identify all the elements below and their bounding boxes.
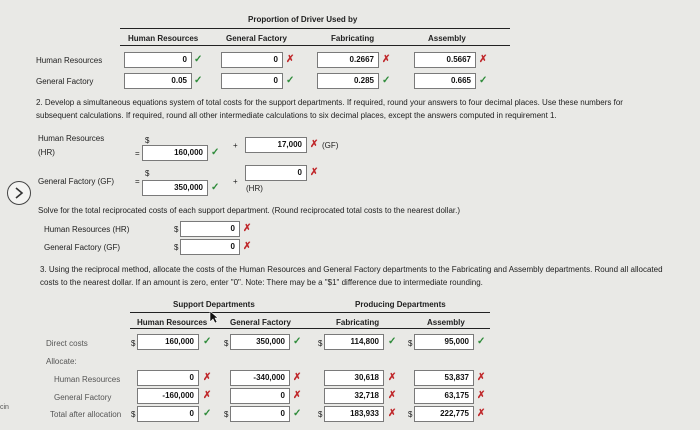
- proportion-title: Proportion of Driver Used by: [248, 15, 358, 24]
- cross-icon: ✗: [477, 408, 486, 419]
- cross-icon: ✗: [243, 241, 252, 252]
- allocate-label: Allocate:: [46, 357, 77, 366]
- question2-text-2: subsequent calculations. If required, round all other intermediate calculations to six decimal places, except the answers computed in requirement 1.: [36, 111, 557, 120]
- alloc-hr-row-label: Human Resources: [54, 375, 121, 384]
- alloc-gf-asm-input[interactable]: 63,175: [414, 388, 474, 404]
- prop-gf-asm-input[interactable]: 0.665: [414, 73, 476, 89]
- gf-eq-hr-coef-input[interactable]: 0: [245, 165, 307, 181]
- col-header-hr: Human Resources: [128, 34, 199, 43]
- prop-hr-fab-input[interactable]: 0.2667: [317, 52, 379, 68]
- direct-asm-input[interactable]: 95,000: [414, 334, 474, 350]
- col-header-gf: General Factory: [226, 34, 287, 43]
- reciprocal-hr-label: Human Resources (HR): [44, 225, 130, 234]
- dollar-sign: $: [318, 339, 323, 348]
- check-icon: ✓: [479, 75, 488, 86]
- previous-part-button[interactable]: [7, 181, 31, 205]
- dollar-sign: $: [174, 225, 179, 234]
- alloc-col-hr: Human Resources: [137, 318, 208, 327]
- hr-eq-gf-suffix: (GF): [322, 141, 339, 150]
- question2-text-1: 2. Develop a simultaneous equations system of total costs for the support departments. If required, round your answers to four decimal places. Use these numbers for: [36, 98, 623, 107]
- alloc-col-fab: Fabricating: [336, 318, 380, 327]
- check-icon: ✓: [194, 54, 203, 65]
- plus-sign: +: [233, 141, 238, 150]
- check-icon: ✓: [293, 336, 302, 347]
- cross-icon: ✗: [293, 390, 302, 401]
- hr-eq-gf-coef-input[interactable]: 17,000: [245, 137, 307, 153]
- alloc-hr-hr-input[interactable]: 0: [137, 370, 199, 386]
- check-icon: ✓: [203, 408, 212, 419]
- reciprocal-instructions: Solve for the total reciprocated costs of each support department. (Round reciprocated total costs to the nearest dollar.): [38, 206, 461, 215]
- check-icon: ✓: [211, 182, 220, 193]
- col-header-asm: Assembly: [428, 34, 466, 43]
- direct-hr-input[interactable]: 160,000: [137, 334, 199, 350]
- cross-icon: ✗: [243, 223, 252, 234]
- prop-gf-gf-input[interactable]: 0: [221, 73, 283, 89]
- dollar-sign: $: [145, 169, 150, 178]
- check-icon: ✓: [194, 75, 203, 86]
- cross-icon: ✗: [203, 390, 212, 401]
- cross-icon: ✗: [382, 54, 391, 65]
- total-fab-input[interactable]: 183,933: [324, 406, 384, 422]
- prop-gf-fab-input[interactable]: 0.285: [317, 73, 379, 89]
- total-after-allocation-label: Total after allocation: [50, 410, 122, 419]
- gf-eq-hr-suffix: (HR): [246, 184, 263, 193]
- cross-icon: ✗: [477, 390, 486, 401]
- alloc-hr-asm-input[interactable]: 53,837: [414, 370, 474, 386]
- alloc-hr-fab-input[interactable]: 30,618: [324, 370, 384, 386]
- plus-sign: +: [233, 177, 238, 186]
- reciprocal-gf-input[interactable]: 0: [180, 239, 240, 255]
- cross-icon: ✗: [203, 372, 212, 383]
- dollar-sign: $: [318, 410, 323, 419]
- question3-text-2: costs to the nearest dollar. If an amount is zero, enter "0". Note: There may be a "$1" difference due to intermediate rounding.: [40, 278, 483, 287]
- question3-text-1: 3. Using the reciprocal method, allocate the costs of the Human Resources and General Factory departments to the Fabricating and Assembly departments. Round all allocated: [40, 265, 663, 274]
- alloc-col-gf: General Factory: [230, 318, 291, 327]
- cross-icon: ✗: [479, 54, 488, 65]
- col-header-fab: Fabricating: [331, 34, 375, 43]
- dollar-sign: $: [131, 410, 136, 419]
- alloc-hr-gf-input[interactable]: -340,000: [230, 370, 290, 386]
- cross-icon: ✗: [293, 372, 302, 383]
- hr-eq-label-2: (HR): [38, 148, 55, 157]
- alloc-gf-hr-input[interactable]: -160,000: [137, 388, 199, 404]
- row-label-gf: General Factory: [36, 77, 94, 86]
- cross-icon: ✗: [310, 167, 319, 178]
- dollar-sign: $: [224, 339, 229, 348]
- reciprocal-gf-label: General Factory (GF): [44, 243, 121, 252]
- alloc-gf-row-label: General Factory: [54, 393, 112, 402]
- check-icon: ✓: [477, 336, 486, 347]
- check-icon: ✓: [211, 147, 220, 158]
- direct-fab-input[interactable]: 114,800: [324, 334, 384, 350]
- cross-icon: ✗: [477, 372, 486, 383]
- dollar-sign: $: [408, 339, 413, 348]
- chevron-right-icon: [14, 187, 24, 199]
- cross-icon: ✗: [388, 390, 397, 401]
- left-edge-text: cin: [0, 404, 9, 411]
- support-departments-header: Support Departments: [173, 300, 255, 309]
- mouse-cursor-icon: [209, 310, 219, 324]
- check-icon: ✓: [286, 75, 295, 86]
- check-icon: ✓: [293, 408, 302, 419]
- hr-eq-label-1: Human Resources: [38, 134, 105, 143]
- cross-icon: ✗: [388, 408, 397, 419]
- dollar-sign: $: [408, 410, 413, 419]
- dollar-sign: $: [224, 410, 229, 419]
- prop-hr-gf-input[interactable]: 0: [221, 52, 283, 68]
- dollar-sign: $: [131, 339, 136, 348]
- check-icon: ✓: [382, 75, 391, 86]
- direct-gf-input[interactable]: 350,000: [230, 334, 290, 350]
- cross-icon: ✗: [310, 139, 319, 150]
- gf-eq-label: General Factory (GF): [38, 177, 115, 186]
- total-gf-input[interactable]: 0: [230, 406, 290, 422]
- equals-sign: =: [135, 177, 140, 186]
- reciprocal-hr-input[interactable]: 0: [180, 221, 240, 237]
- direct-costs-label: Direct costs: [46, 339, 88, 348]
- alloc-col-asm: Assembly: [427, 318, 465, 327]
- gf-eq-value-input[interactable]: 350,000: [142, 180, 208, 196]
- total-asm-input[interactable]: 222,775: [414, 406, 474, 422]
- check-icon: ✓: [203, 336, 212, 347]
- prop-hr-asm-input[interactable]: 0.5667: [414, 52, 476, 68]
- dollar-sign: $: [174, 243, 179, 252]
- dollar-sign: $: [145, 136, 150, 145]
- total-hr-input[interactable]: 0: [137, 406, 199, 422]
- prop-hr-hr-input[interactable]: 0: [124, 52, 192, 68]
- equals-sign: =: [135, 149, 140, 158]
- row-label-hr: Human Resources: [36, 56, 103, 65]
- hr-eq-value-input[interactable]: 160,000: [142, 145, 208, 161]
- cross-icon: ✗: [388, 372, 397, 383]
- check-icon: ✓: [388, 336, 397, 347]
- alloc-gf-gf-input[interactable]: 0: [230, 388, 290, 404]
- cross-icon: ✗: [286, 54, 295, 65]
- producing-departments-header: Producing Departments: [355, 300, 446, 309]
- alloc-gf-fab-input[interactable]: 32,718: [324, 388, 384, 404]
- prop-gf-hr-input[interactable]: 0.05: [124, 73, 192, 89]
